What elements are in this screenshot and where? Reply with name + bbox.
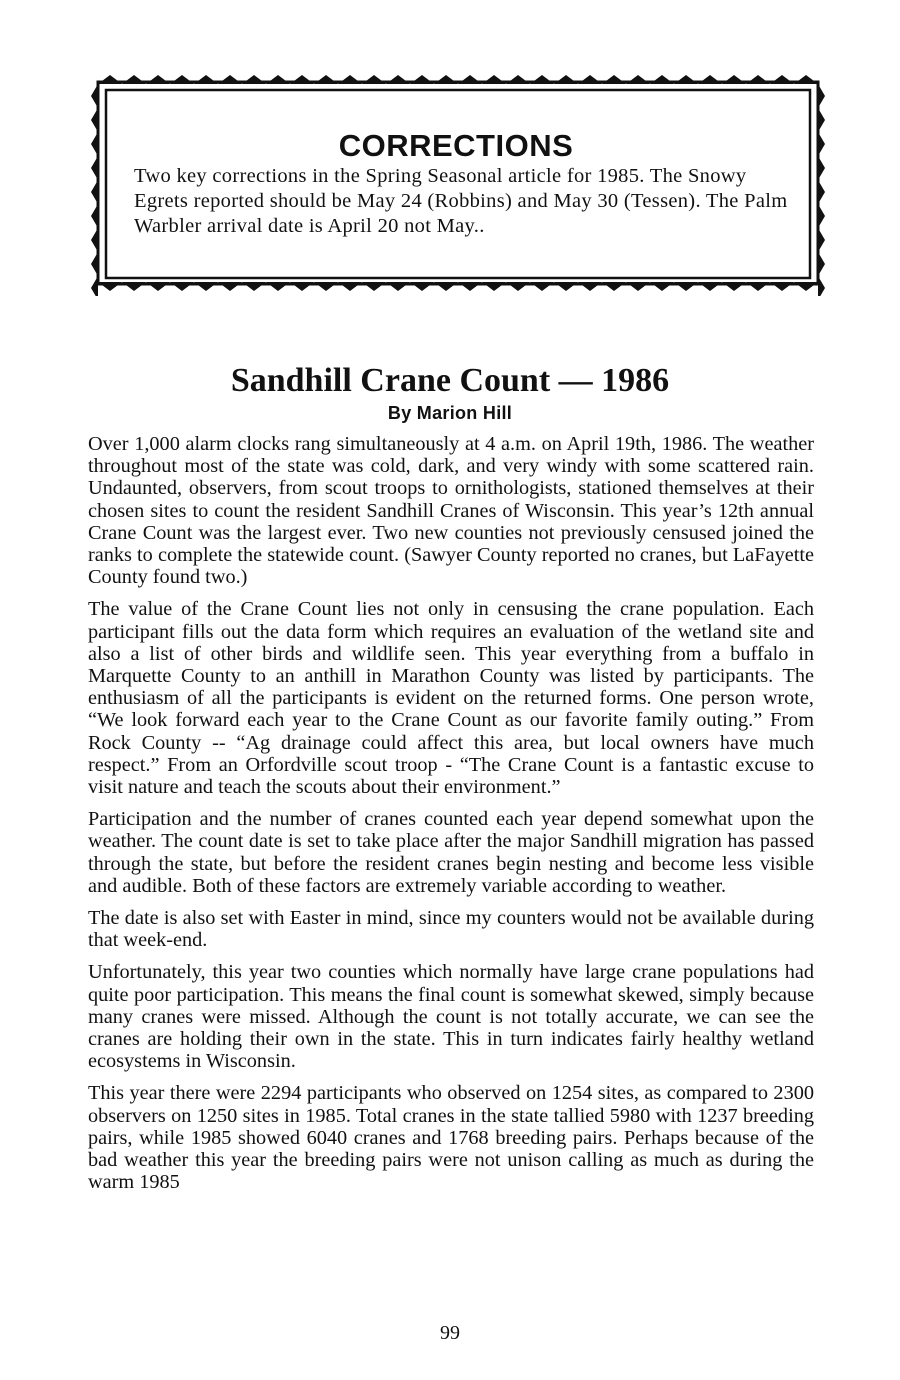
article-byline: By Marion Hill [387, 403, 513, 423]
corrections-text: Two key corrections in the Spring Seasonal article for 1985. The Snowy Egrets reported should be May 24 (Robbins) and May 30 (Tessen). The Palm Warbler arrival date is April 20 not May.. [134, 165, 788, 237]
paragraph: The value of the Crane Count lies not only in censusing the crane population. Each participant fills out the data form which requires an evaluation of the wetland site and also a list of other birds and wildlife seen. This year everything from a buffalo in Marquette County to an anthill in Marathon County was listed by participants. The enthusiasm of all the participants is evident on the returned forms. One person wrote, “We look forward each year to the Crane Count as our favorite family outing.” From Rock County -- “Ag drainage could affect this area, but local owners have much respect.” From an Orfordville scout troop - “The Crane Count is a fantastic excuse to visit nature and teach the scouts about their environment.” [88, 598, 814, 799]
corrections-panel [106, 90, 806, 274]
paragraph: This year there were 2294 participants who observed on 1254 sites, as compared to 2300 observers on 1250 sites in 1985. Total cranes in the state tallied 5980 with 1237 breeding pairs, while 1985 showed 6040 cranes and 1768 breeding pairs. Perhaps because of the bad weather this year the breeding pairs were not unison calling as much as during the warm 1985 [88, 1082, 814, 1194]
page-number: 99 [440, 1322, 460, 1344]
corrections-heading: CORRECTIONS [338, 128, 574, 163]
paragraph: Unfortunately, this year two counties which normally have large crane populations had quite poor participation. This means the final count is somewhat skewed, simply because many cranes were missed. Although the count is not totally accurate, we can see the cranes are holding their own in the state. This in turn indicates fairly healthy wetland ecosystems in Wisconsin. [88, 961, 814, 1073]
article-body [88, 433, 814, 1204]
paragraph: The date is also set with Easter in mind, since my counters would not be available during that week-end. [88, 907, 814, 952]
paragraph: Participation and the number of cranes counted each year depend somewhat upon the weather. The count date is set to take place after the major Sandhill migration has passed through the state, but before the resident cranes begin nesting and become less visible and audible. Both of these factors are extremely variable according to weather. [88, 808, 814, 897]
paragraph: Over 1,000 alarm clocks rang simultaneously at 4 a.m. on April 19th, 1986. The weather throughout most of the state was cold, dark, and very windy with some scattered rain. Undaunted, observers, from scout troops to ornithologists, stationed themselves at their chosen sites to count the resident Sandhill Cranes of Wisconsin. This year’s 12th annual Crane Count was the largest ever. Two new counties not previously censused joined the ranks to complete the statewide count. (Sawyer County reported no cranes, but LaFayette County found two.) [88, 433, 814, 589]
article-title: Sandhill Crane Count — 1986 [230, 362, 670, 399]
corrections-box [88, 70, 828, 296]
